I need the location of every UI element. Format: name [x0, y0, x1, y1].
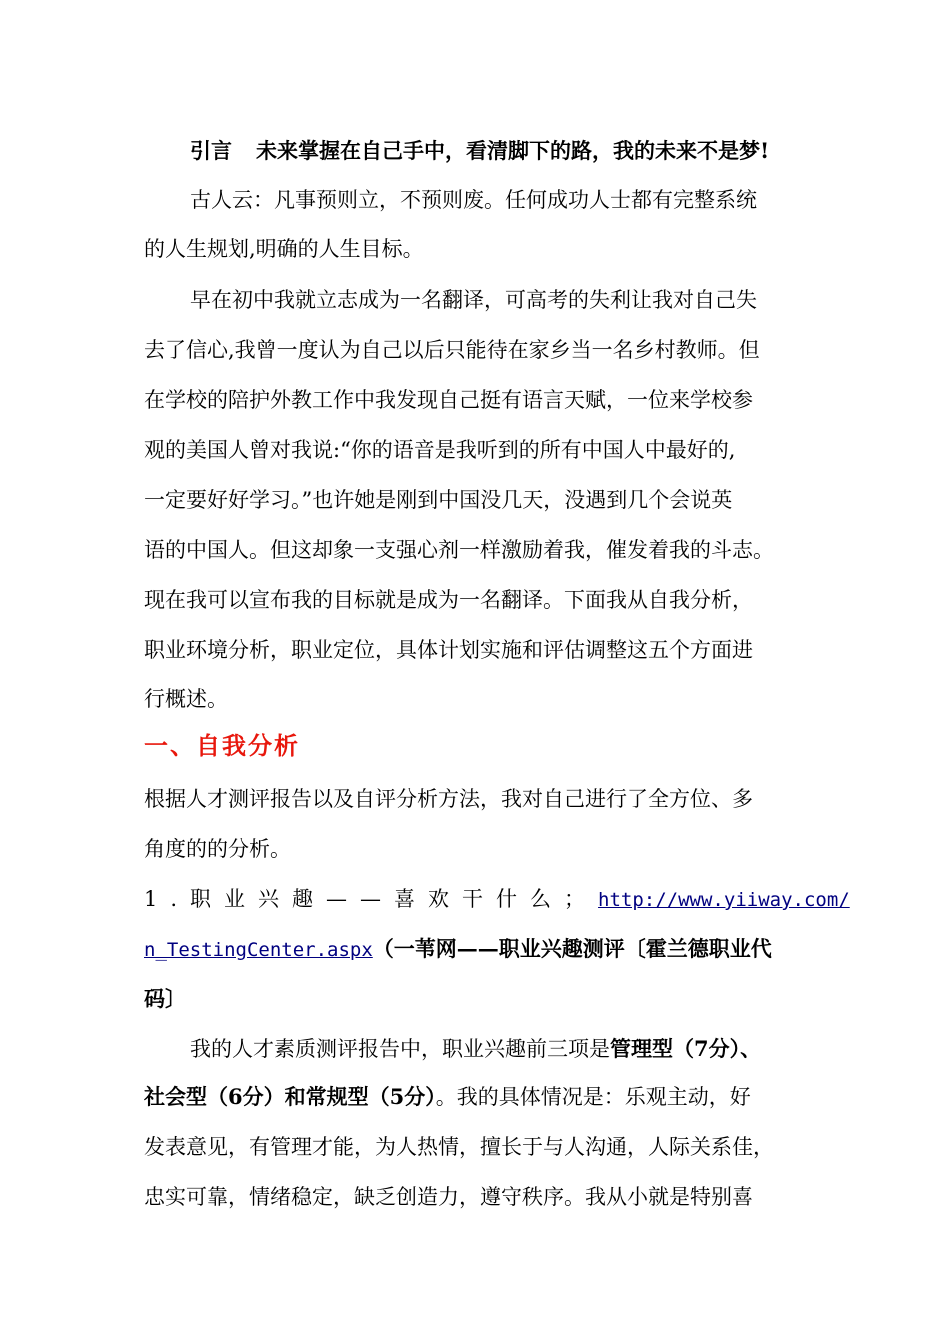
paragraph-2-line-6: 语的中国人。但这却象一支强心剂一样激励着我，催发着我的斗志。	[144, 538, 774, 562]
result-line-1-text: 我的人才素质测评报告中，职业兴趣前三项是	[190, 1037, 610, 1061]
intro-label: 引言	[190, 138, 232, 163]
result-line-4: 忠实可靠，情绪稳定，缺乏创造力，遵守秩序。我从小就是特别喜	[144, 1185, 753, 1209]
section-heading-self-analysis: 一、自我分析	[144, 732, 300, 760]
result-line-3: 发表意见，有管理才能，为人热情，擅长于与人沟通，人际关系佳，	[144, 1135, 774, 1159]
paragraph-2-line-3: 在学校的陪护外教工作中我发现自己挺有语言天赋，一位来学校参	[144, 388, 753, 412]
paragraph-2-line-9: 行概述。	[144, 687, 228, 711]
paragraph-2-line-7: 现在我可以宣布我的目标就是成为一名翻译。下面我从自我分析，	[144, 588, 753, 612]
result-line-1	[190, 1034, 814, 1064]
item-1-line-2	[144, 934, 814, 965]
result-line-2	[144, 1082, 814, 1112]
paragraph-1-line-1: 古人云：凡事预则立，不预则废。任何成功人士都有完整系统	[190, 188, 757, 212]
paragraph-2-line-4: 观的美国人曾对我说:“你的语音是我听到的所有中国人中最好的,	[144, 438, 736, 462]
intro-title-line	[190, 136, 814, 166]
item-1-line-3: 码〕	[144, 986, 186, 1011]
paragraph-2-line-2: 去了信心,我曾一度认为自己以后只能待在家乡当一名乡村教师。但	[144, 338, 760, 362]
paragraph-2-line-8: 职业环境分析，职业定位，具体计划实施和评估调整这五个方面进	[144, 638, 753, 662]
result-line-2-text: 。我的具体情况是：乐观主动，好	[435, 1085, 751, 1109]
result-management-type: 管理型（7分）、	[610, 1036, 762, 1061]
paragraph-1-line-2: 的人生规划,明确的人生目标。	[144, 237, 424, 261]
paragraph-2-line-1: 早在初中我就立志成为一名翻译，可高考的失利让我对自己失	[190, 288, 757, 312]
intro-title: 未来掌握在自己手中，看清脚下的路，我的未来不是梦!	[256, 138, 770, 163]
testing-center-link-part-1[interactable]: http://www.yiiway.com/	[598, 889, 850, 911]
item-1-line-1	[144, 884, 850, 915]
result-social-conventional-types: 社会型（6分）和常规型（5分）	[144, 1084, 436, 1109]
item-1-link-description: （一苇网——职业兴趣测评〔霍兰德职业代	[372, 936, 772, 961]
item-1-label: 1.职业兴趣——喜欢干什么；	[144, 887, 599, 911]
section-intro-line-2: 角度的的分析。	[144, 837, 291, 861]
testing-center-link-part-2[interactable]: n_TestingCenter.aspx	[144, 939, 373, 961]
paragraph-2-line-5: 一定要好好学习。”也许她是刚到中国没几天，没遇到几个会说英	[144, 488, 733, 512]
section-intro-line-1: 根据人才测评报告以及自评分析方法，我对自己进行了全方位、多	[144, 787, 753, 811]
